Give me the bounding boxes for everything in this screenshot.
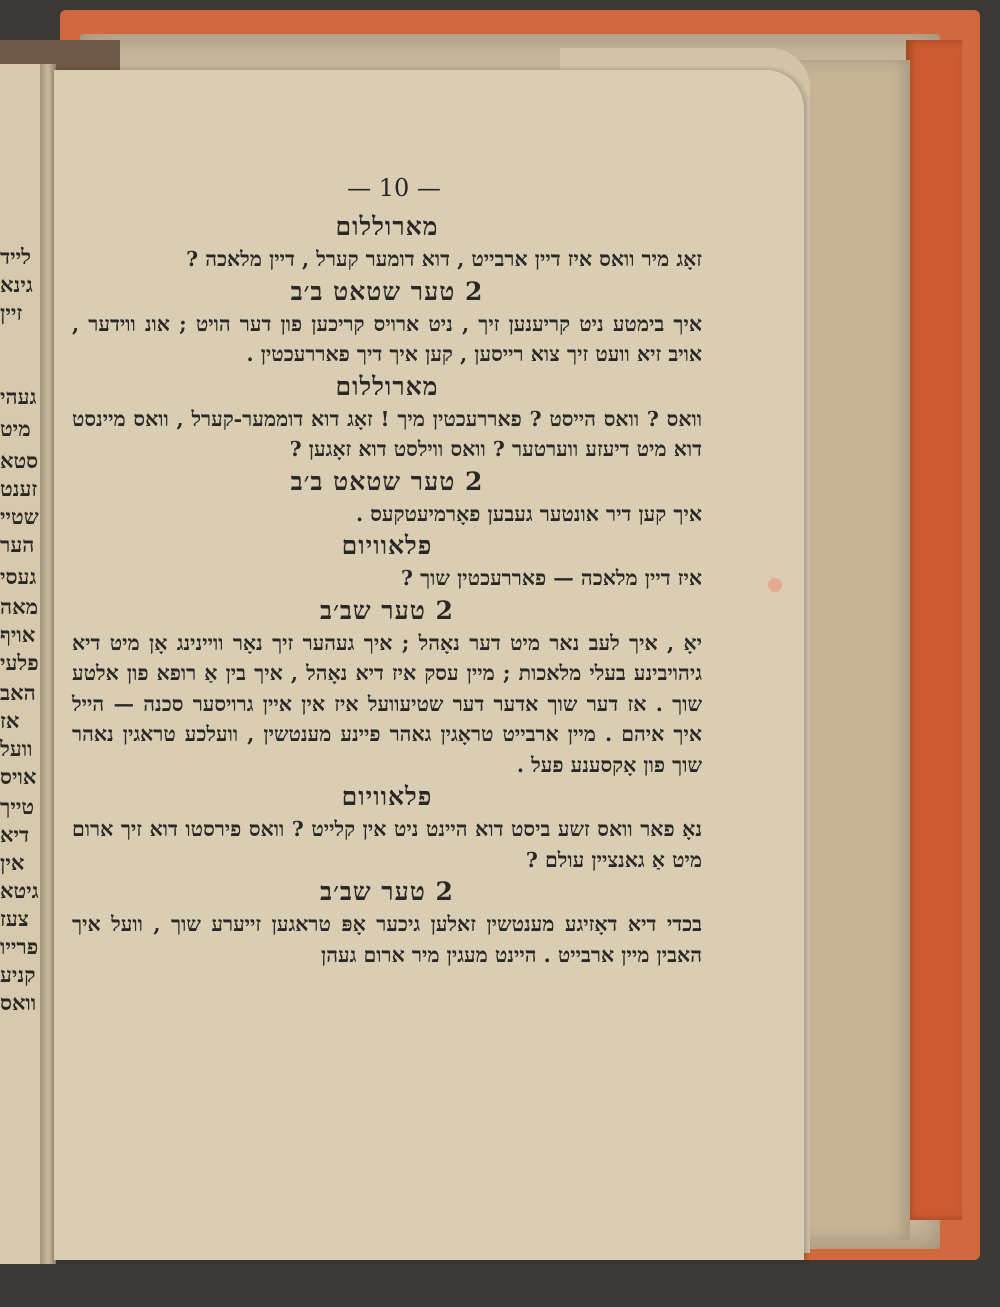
facing-page-fragment: פרייו [0,934,39,959]
speaker-name: 2 טער שטאט ב׳ב [290,466,484,496]
facing-page-fragment: וועל [0,736,33,761]
facing-page-fragment: אויס [0,764,37,789]
facing-page-fragment: דיא [0,822,30,847]
facing-page-fragment: אז [0,708,20,733]
facing-page-fragment: אין [0,850,25,875]
facing-page-fragment: וואס [0,990,37,1015]
page-text [72,210,702,970]
speech-text: איך בימטע ניט קריענען זיך , ניט ארויס קריכען פון דער הויט ; אונ ווידער , אויב זיא וועט זיך צוא רייסען , קען איך דיך פאררעכטין . [72,311,702,366]
facing-page-fragment: גינא [0,272,33,297]
facing-page-fragment: געסי [0,564,37,589]
facing-page-fragment: סטא [0,448,39,473]
facing-page-fragment: קניע [0,962,36,987]
speech-text: וואס ? וואס הייסט ? פאררעכטין מיך ! זאָג דוא דוממער-קערל , וואס מיינסט דוא מיט דיעזע ווערטער ? וואס ווילסט דוא זאָגען ? [72,406,702,461]
speaker-name: פלאוויום [341,531,433,560]
facing-page-fragment: האב [0,680,36,705]
speaker-name: 2 טער שב׳ב [320,877,454,906]
facing-page-fragment: פלעי [0,650,39,675]
facing-page-fragment: זיין [0,300,23,325]
speaker-name: 2 טער שטאט ב׳ב [290,276,484,306]
speaker-name: 2 טער שב׳ב [320,595,454,625]
facing-page-fragment: זענט [0,476,38,501]
facing-page-fragment: מאה [0,594,39,619]
facing-page-fragment: טייך [0,794,35,819]
facing-page-fragment: גיטא [0,878,39,903]
speech-text: איז דיין מלאכה — פאררעכטין שוך ? [400,566,702,590]
speech-text: יאָ , איך לעב נאר מיט דער נאָהל ; איך געהער זיך נאָר וויינינג אָן מיט דיא גיהויבינע בעלי מלאכות ; מיין עסק איז דיא נאָהל , איך בין אַ רופא פון אלטע שוך . אז דער שוך אדער דער שטיעוועל איז אין איין גרויסער סכנה — הייל איך איהם . מיין ארבייט טראָגין גאהר פיינע מענטשין , וועלכע טראגין נאהר שוך פון אָקסענע פעל . [72,630,702,777]
facing-page-fragment: צעז [0,906,29,931]
facing-page-fragment: מיט [0,416,31,441]
facing-page-fragment: אויף [0,622,36,647]
page-number: — 10 — [347,174,441,202]
speaker-name: מארוללום [335,212,439,241]
facing-page-fragment: הער [0,532,35,557]
speech-text: בכדי דיא דאָזיגע מענטשין זאלען גיכער אָפּ טראגען זייערע שוך , וועל איך האבין מיין ארבייט . היינט מעגין מיר ארום געהן [72,912,702,967]
book-page [54,70,804,1260]
cover-edge [906,40,962,1220]
facing-page-fragment: שטיי [0,504,39,529]
stain-mark [768,578,782,592]
speaker-name: פלאוויום [341,782,433,811]
speaker-name: מארוללום [335,371,439,401]
facing-page-fragment: געהי [0,384,37,409]
speech-text: זאָג מיר וואס איז דיין ארבייט , דוא דומער קערל , דיין מלאכה ? [186,247,702,271]
facing-page-fragment: לייד [0,244,31,269]
speech-text: איך קען דיר אונטער געבען פאָרמיעטקעס . [356,501,702,526]
speech-text: נאָ פאר וואס זשע ביסט דוא היינט ניט אין קלייט ? וואס פירסטו דוא זיך ארום מיט אַ גאנציין עולם ? [72,817,702,872]
